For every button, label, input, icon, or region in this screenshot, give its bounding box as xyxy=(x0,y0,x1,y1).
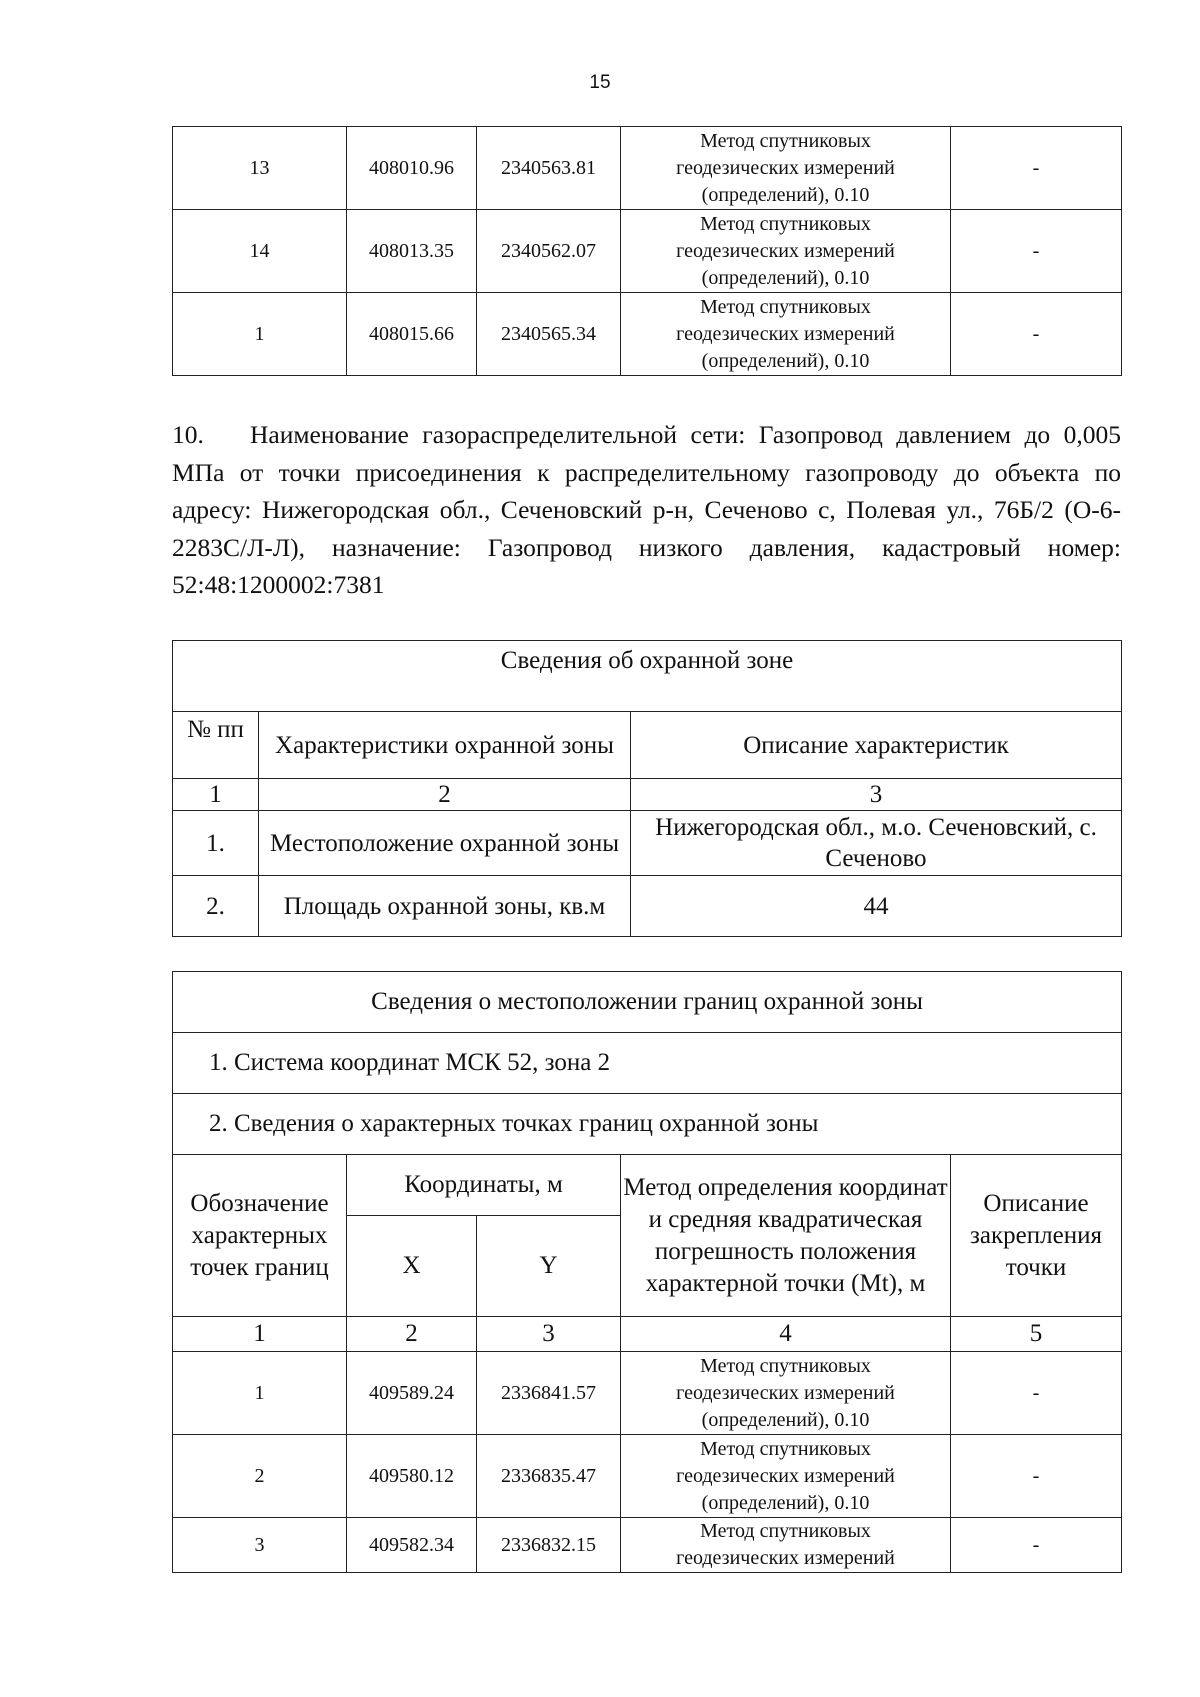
column-header-fixing: Описание закрепления точки xyxy=(951,1155,1122,1317)
column-number: 3 xyxy=(477,1317,621,1352)
method-cell xyxy=(621,1518,951,1573)
protection-zone-table xyxy=(172,640,1122,937)
method-line: геодезических измерений xyxy=(676,1464,895,1487)
column-number: 3 xyxy=(631,779,1122,811)
column-header-characteristics: Характеристики охранной зоны xyxy=(259,712,631,779)
method-cell xyxy=(621,127,951,210)
table-row xyxy=(173,1518,1122,1573)
table-row xyxy=(173,811,1122,876)
column-header-designation: Обозначение характерных точек границ xyxy=(173,1155,347,1317)
coord-x: 409582.34 xyxy=(347,1518,477,1573)
column-header-method: Метод определения координат и средняя квадратическая погрешность положения характерной точки (Mt), м xyxy=(621,1155,951,1317)
column-number: 2 xyxy=(259,779,631,811)
column-header-coordinates: Координаты, м xyxy=(347,1155,621,1216)
column-number: 1 xyxy=(173,1317,347,1352)
column-number: 2 xyxy=(347,1317,477,1352)
point-description: - xyxy=(951,127,1122,210)
point-description: - xyxy=(951,1518,1122,1573)
method-line: геодезических измерений xyxy=(676,239,895,262)
coord-x: 408013.35 xyxy=(347,210,477,293)
zone-table-title: Сведения об охранной зоне xyxy=(173,641,1122,712)
row-number: 1. xyxy=(173,811,259,876)
row-name: Местоположение охранной зоны xyxy=(259,811,631,876)
coord-x: 408010.96 xyxy=(347,127,477,210)
column-header-number: № пп xyxy=(173,712,259,779)
table-row xyxy=(173,1435,1122,1518)
table-row xyxy=(173,210,1122,293)
points-section-title: 2. Сведения о характерных точках границ охранной зоны xyxy=(173,1094,1122,1155)
method-line: геодезических измерений xyxy=(676,156,895,179)
method-line: (определений), 0.10 xyxy=(701,183,870,206)
page-number: 15 xyxy=(589,72,611,93)
point-id: 14 xyxy=(173,210,347,293)
point-description: - xyxy=(951,293,1122,376)
coord-y: 2336832.15 xyxy=(477,1518,621,1573)
row-number: 2. xyxy=(173,876,259,937)
paragraph-text: Наименование газораспределительной сети: Газопровод давлением до 0,005 МПа от точки присоединения к распределительному газопроводу до объекта по адресу: Нижегородская обл., Сеченовский р-н, Сеченово с, Полевая ул., 76Б/2 (О-6-2283С/Л-Л), назначение: Газопровод низкого давления, кадастровый номер: 52:48:1200002:7381 xyxy=(172,420,1121,599)
network-description-paragraph xyxy=(172,416,1121,604)
coord-y: 2340565.34 xyxy=(477,293,621,376)
row-value: 44 xyxy=(631,876,1122,937)
table-row xyxy=(173,1352,1122,1435)
coordinates-table-continued xyxy=(172,126,1122,376)
table-row xyxy=(173,127,1122,210)
coord-x: 409589.24 xyxy=(347,1352,477,1435)
coord-y: 2340562.07 xyxy=(477,210,621,293)
method-cell xyxy=(621,210,951,293)
method-line: (определений), 0.10 xyxy=(701,1491,870,1514)
method-line: Метод спутниковых xyxy=(700,1437,871,1460)
table-row xyxy=(173,876,1122,937)
method-line: Метод спутниковых xyxy=(700,212,871,235)
method-cell xyxy=(621,1435,951,1518)
method-line: (определений), 0.10 xyxy=(701,1408,870,1431)
column-header-y: Y xyxy=(477,1216,621,1317)
boundaries-table-title: Сведения о местоположении границ охранной зоны xyxy=(173,972,1122,1033)
point-id: 2 xyxy=(173,1435,347,1518)
column-number: 4 xyxy=(621,1317,951,1352)
coord-y: 2340563.81 xyxy=(477,127,621,210)
coordinate-system: 1. Система координат МСК 52, зона 2 xyxy=(173,1033,1122,1094)
column-header-description: Описание характеристик xyxy=(631,712,1122,779)
zone-boundaries-table xyxy=(172,971,1122,1573)
method-line: геодезических измерений xyxy=(676,322,895,345)
method-line: Метод спутниковых xyxy=(700,1354,871,1377)
coord-x: 408015.66 xyxy=(347,293,477,376)
method-line: (определений), 0.10 xyxy=(701,349,870,372)
column-number: 5 xyxy=(951,1317,1122,1352)
method-line: Метод спутниковых xyxy=(700,129,871,152)
point-id: 1 xyxy=(173,293,347,376)
coord-y: 2336841.57 xyxy=(477,1352,621,1435)
point-description: - xyxy=(951,1435,1122,1518)
coord-y: 2336835.47 xyxy=(477,1435,621,1518)
paragraph-number: 10. xyxy=(172,420,204,449)
method-line: Метод спутниковых xyxy=(700,1520,871,1542)
point-id: 1 xyxy=(173,1352,347,1435)
method-line: Метод спутниковых xyxy=(700,295,871,318)
point-id: 13 xyxy=(173,127,347,210)
column-number: 1 xyxy=(173,779,259,811)
column-header-x: X xyxy=(347,1216,477,1317)
method-line: (определений), 0.10 xyxy=(701,266,870,289)
method-cell xyxy=(621,293,951,376)
point-id: 3 xyxy=(173,1518,347,1573)
row-value: Нижегородская обл., м.о. Сеченовский, с. Сеченово xyxy=(631,811,1122,876)
coord-x: 409580.12 xyxy=(347,1435,477,1518)
table-row xyxy=(173,293,1122,376)
point-description: - xyxy=(951,1352,1122,1435)
method-cell xyxy=(621,1352,951,1435)
point-description: - xyxy=(951,210,1122,293)
row-name: Площадь охранной зоны, кв.м xyxy=(259,876,631,937)
method-line: геодезических измерений xyxy=(676,1547,895,1569)
method-line: геодезических измерений xyxy=(676,1381,895,1404)
